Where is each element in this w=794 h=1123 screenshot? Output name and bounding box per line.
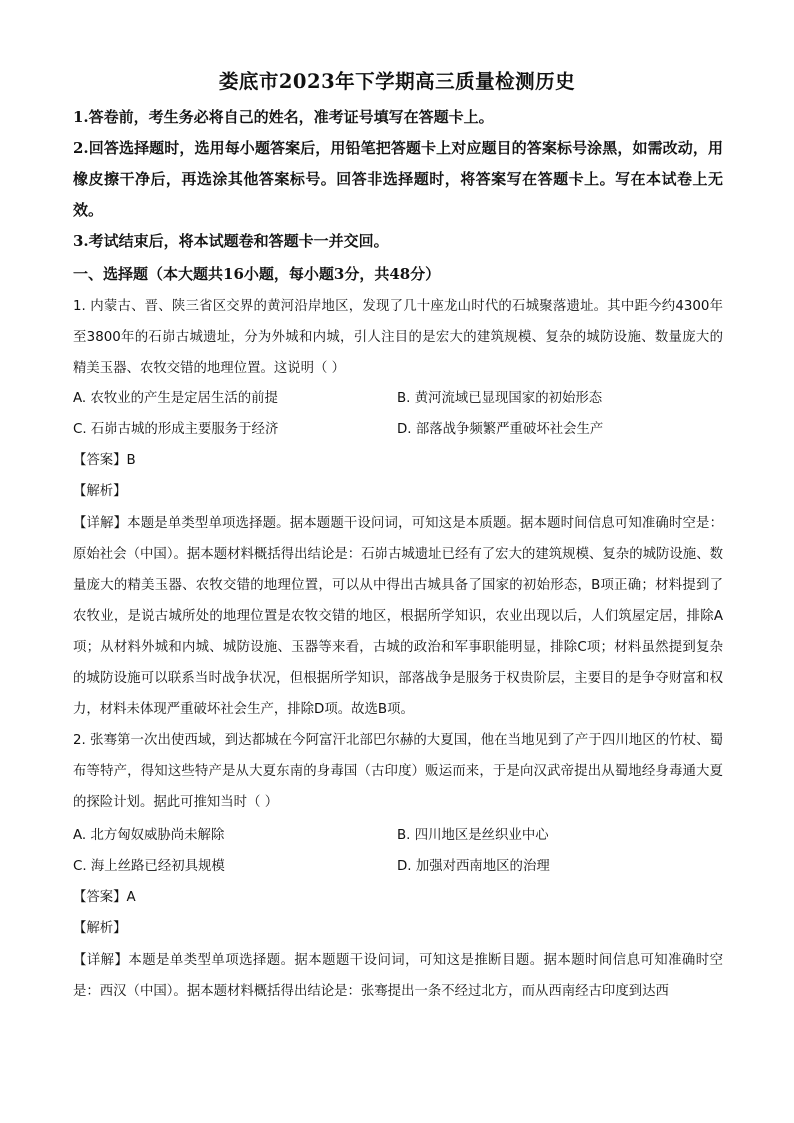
question-2-option-c[interactable]: C. 海上丝路已经初具规模 — [73, 859, 225, 874]
question-2-detail: 【详解】本题是单类型单项选择题。据本题题干设问词，可知这是推断目题。据本题时间信息可知准确时空是：西汉（中国）。据本题材料概括得出结论是：张骞提出一条不经过北方，而从西南经古印度到达西 — [73, 953, 723, 999]
question-1-stem: 1. 内蒙古、晋、陕三省区交界的黄河沿岸地区，发现了几十座龙山时代的石城聚落遗址。其中距今约4300年至3800年的石峁古城遗址，分为外城和内城，引人注目的是宏大的建筑规模、复杂的城防设施、数量庞大的精美玉器、农牧交错的地理位置。这说明（ ） — [73, 299, 723, 376]
instruction-3: 3.考试结束后，将本试题卷和答题卡一并交回。 — [73, 232, 389, 250]
question-2-answer: 【答案】A — [73, 890, 136, 905]
question-1-analysis-label: 【解析】 — [73, 484, 127, 499]
question-1-option-c[interactable]: C. 石峁古城的形成主要服务于经济 — [73, 422, 279, 437]
question-2-option-b[interactable]: B. 四川地区是丝织业中心 — [397, 828, 549, 843]
section-heading: 一、选择题（本大题共16小题，每小题3分，共48分） — [73, 265, 441, 283]
question-1-detail: 【详解】本题是单类型单项选择题。据本题题干设问词，可知这是本质题。据本题时间信息可知准确时空是：原始社会（中国）。据本题材料概括得出结论是：石峁古城遗址已经有了宏大的建筑规模、复杂的城防设施、数量庞大的精美玉器、农牧交错的地理位置，可以从中得出古城具备了国家的初始形态，B项正确；材料提到了农牧业，是说古城所处的地理位置是农牧交错的地区，根据所学知识，农业出现以后，人们筑屋定居，排除A项；从材料外城和内城、城防设施、玉器等来看，古城的政治和军事职能明显，排除C项；材料虽然提到复杂的城防设施可以联系当时战争状况，但根据所学知识，部落战争是服务于权贵阶层，主要目的是争夺财富和权力，材料未体现严重破坏社会生产，排除D项。故选B项。 — [73, 516, 723, 717]
exam-title: 娄底市2023年下学期高三质量检测历史 — [218, 70, 576, 93]
question-1-answer: 【答案】B — [73, 453, 136, 468]
question-1-option-b[interactable]: B. 黄河流域已显现国家的初始形态 — [397, 391, 603, 406]
instruction-2: 2.回答选择题时，选用每小题答案后，用铅笔把答题卡上对应题目的答案标号涂黑，如需改动，用橡皮擦干净后，再选涂其他答案标号。回答非选择题时，将答案写在答题卡上。写在本试卷上无效。 — [73, 139, 723, 219]
question-2-analysis-label: 【解析】 — [73, 921, 127, 936]
question-1-option-a[interactable]: A. 农牧业的产生是定居生活的前提 — [73, 391, 278, 406]
question-1-option-d[interactable]: D. 部落战争频繁严重破坏社会生产 — [397, 422, 604, 437]
question-2-option-d[interactable]: D. 加强对西南地区的治理 — [397, 859, 550, 874]
question-2-option-a[interactable]: A. 北方匈奴威胁尚未解除 — [73, 828, 225, 843]
instruction-1: 1.答卷前，考生务必将自己的姓名，准考证号填写在答题卡上。 — [73, 108, 494, 126]
question-2-stem: 2. 张骞第一次出使西域，到达都城在今阿富汗北部巴尔赫的大夏国，他在当地见到了产于四川地区的竹杖、蜀布等特产，得知这些特产是从大夏东南的身毒国（古印度）贩运而来，于是向汉武帝提出从蜀地经身毒通大夏的探险计划。据此可推知当时（ ） — [73, 733, 723, 810]
